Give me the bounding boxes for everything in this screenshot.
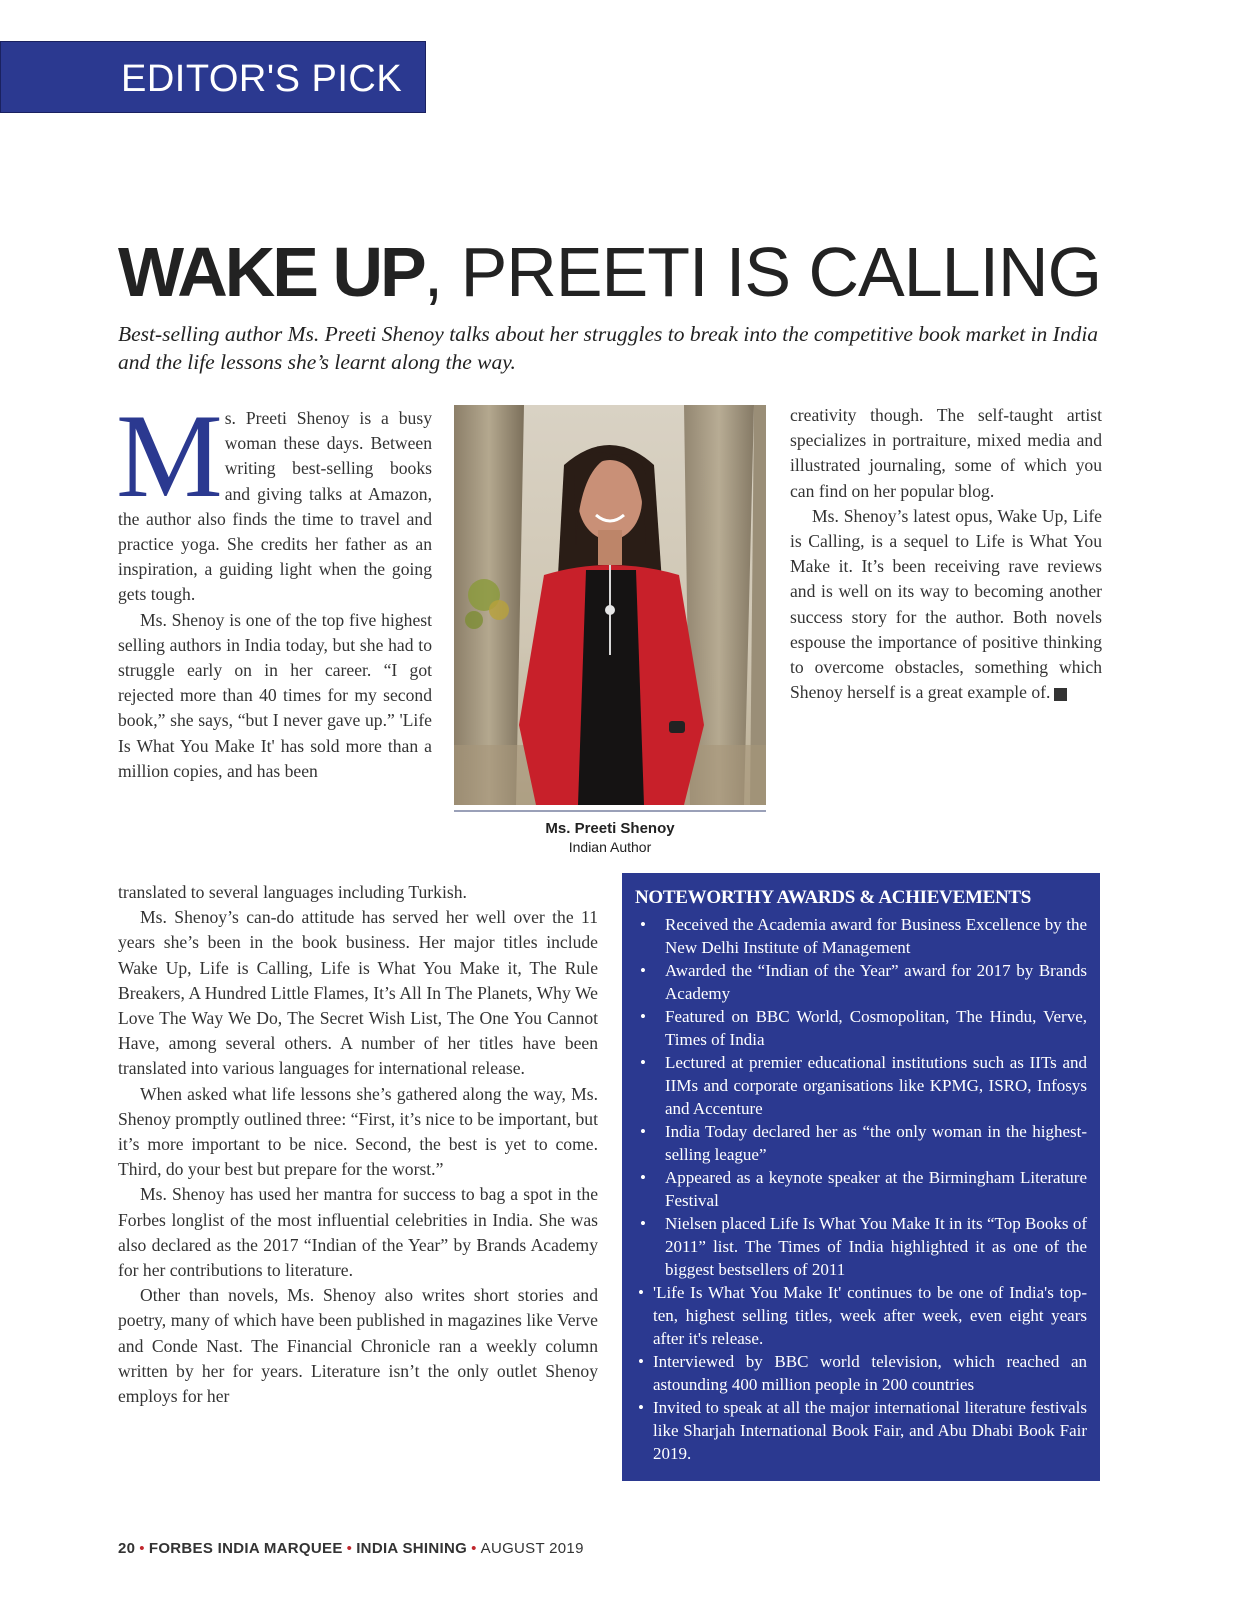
end-mark-icon: F xyxy=(1054,688,1067,701)
article-column-3 xyxy=(790,403,1102,705)
headline xyxy=(118,232,1101,312)
headline-rest: , PREETI IS CALLING xyxy=(423,233,1102,311)
photo-rule xyxy=(454,810,766,812)
awards-item: • Lectured at premier educational institutions such as IITs and IIMs and corporate organisations like KPMG, ISRO, Infosys and Accenture xyxy=(635,1051,1087,1120)
article-column-1 xyxy=(116,389,432,784)
footer-dot: • xyxy=(471,1540,477,1557)
awards-item: • 'Life Is What You Make It' continues to be one of India's top-ten, highest selling titles, week after week, even eight years after it's release. xyxy=(635,1281,1087,1350)
article-paragraph-1: Ms. Preeti Shenoy is a busy woman these days. Between writing best-selling books and giving talks at Amazon, the author also finds the time to travel and practice yoga. She credits her father as an inspiration, a guiding light when the going gets tough. xyxy=(116,389,432,605)
footer-section: INDIA SHINING xyxy=(356,1540,468,1557)
photo-caption-name: Ms. Preeti Shenoy xyxy=(545,820,675,837)
section-label: EDITOR'S PICK xyxy=(121,58,403,100)
author-photo xyxy=(454,405,766,805)
article-paragraph-2-cont: translated to several languages including Turkish. xyxy=(118,882,467,902)
footer-dot: • xyxy=(139,1540,145,1557)
awards-box xyxy=(622,873,1100,1481)
awards-item: • Interviewed by BBC world television, which reached an astounding 400 million people in 200 countries xyxy=(635,1350,1087,1396)
awards-list xyxy=(635,913,1087,1465)
footer-dot: • xyxy=(346,1540,353,1557)
footer-date: AUGUST 2019 xyxy=(480,1540,584,1557)
headline-bold: WAKE UP xyxy=(118,233,424,311)
awards-title: NOTEWORTHY AWARDS & ACHIEVEMENTS xyxy=(635,887,1032,908)
article-paragraph-4: When asked what life lessons she’s gathered along the way, Ms. Shenoy promptly outlined three: “First, it’s nice to be important, but it’s more important to be nice. Second, the best is yet to come. Third, do your best but prepare for the worst.” xyxy=(118,1083,598,1180)
article-paragraph-6: Other than novels, Ms. Shenoy also writes short stories and poetry, many of which have been published in magazines like Verve and Conde Nast. The Financial Chronicle ran a weekly column written by her for years. Literature isn’t the only outlet Shenoy employs for her xyxy=(118,1285,598,1407)
author-photo-illustration xyxy=(454,405,766,805)
article-paragraph-7: Ms. Shenoy’s latest opus, Wake Up, Life is Calling, is a sequel to Life is What You Make it. It’s been receiving rave reviews and is well on its way to becoming another success story for the author. Both novels espouse the importance of positive thinking to overcome obstacles, something which Shenoy herself is a great example of. F xyxy=(790,505,1102,703)
article-paragraph-2: Ms. Shenoy is one of the top five highest selling authors in India today, but she had to struggle early on in her career. “I got rejected more than 40 times for my second book,” she says, “but I never gave up.” 'Life Is What You Make It' has sold more than a million copies, and has been xyxy=(118,609,432,781)
photo-caption-role: Indian Author xyxy=(568,839,652,855)
article-paragraph-5: Ms. Shenoy has used her mantra for success to bag a spot in the Forbes longlist of the most influential celebrities in India. She was also declared as the 2017 “Indian of the Year” by Brands Academy for her contributions to literature. xyxy=(118,1184,598,1281)
article-paragraph-3: Ms. Shenoy’s can-do attitude has served her well over the 11 years she’s been in the book business. Her major titles include Wake Up, Life is Calling, Life is What You Make it, The Rule Breakers, A Hundred Little Flames, It’s All In The Planets, Why We Love The Way We Do, The Secret Wish List, The One You Cannot Have, among several others. A number of her titles have been translated into various languages for international release. xyxy=(118,907,598,1079)
article-column-1-wide xyxy=(118,880,598,1409)
awards-item: • Invited to speak at all the major international literature festivals like Sharjah International Book Fair, and Abu Dhabi Book Fair 2019. xyxy=(635,1396,1087,1465)
article-paragraph-6-cont: creativity though. The self-taught artist specializes in portraiture, mixed media and illustrated journaling, some of which you can find on her popular blog. xyxy=(790,405,1102,501)
footer-publication: FORBES INDIA MARQUEE xyxy=(148,1540,343,1557)
awards-item: • Appeared as a keynote speaker at the Birmingham Literature Festival xyxy=(635,1166,1087,1212)
awards-item: • India Today declared her as “the only woman in the highest-selling league” xyxy=(635,1120,1087,1166)
awards-item: • Featured on BBC World, Cosmopolitan, The Hindu, Verve, Times of India xyxy=(635,1005,1087,1051)
page-number: 20 xyxy=(118,1540,136,1557)
awards-item: • Received the Academia award for Business Excellence by the New Delhi Institute of Management xyxy=(635,913,1087,959)
dropcap: M xyxy=(116,389,223,522)
awards-item: • Awarded the “Indian of the Year” award for 2017 by Brands Academy xyxy=(635,959,1087,1005)
awards-item: • Nielsen placed Life Is What You Make It in its “Top Books of 2011” list. The Times of India highlighted it as one of the biggest bestsellers of 2011 xyxy=(635,1212,1087,1281)
section-banner xyxy=(0,41,426,113)
deck: Best-selling author Ms. Preeti Shenoy talks about her struggles to break into the competitive book market in India and the life lessons she’s learnt along the way. xyxy=(118,322,1099,374)
page-footer xyxy=(118,1540,584,1557)
